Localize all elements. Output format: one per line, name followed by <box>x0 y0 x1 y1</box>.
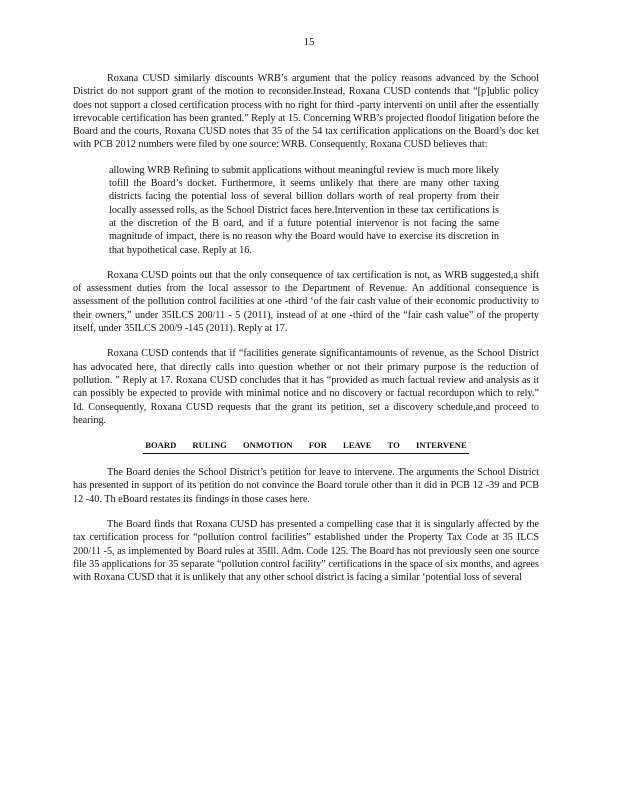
page-body <box>73 72 539 585</box>
block-quote-reply: allowing WRB Refining to submit applications without meaningful review is much more likely tofill the Board’s docket. Furthermore, it seems unlikely that there are many other taxing districts facing the potential loss of several billion dollars worth of real property from their locally assessed rolls, as the School District faces here.Intervention in these tax certifications is at the discretion of the B oard, and if a future potential intervenor is not facing the same magnitude of impact, there is no reason why the Board would have to exercise its discretion in that hypothetical case. Reply at 16. <box>109 164 499 256</box>
paragraph-board-finds-compelling-case: The Board finds that Roxana CUSD has presented a compelling case that it is singularly affected by the tax certification process for “pollution control facilities” established under the Property Tax Code at 35 ILCS 200/11 -5, as implemented by Board rules at 35Ill. Adm. Code 125. The Board has not previously seen one source file 35 applications for 35 separate “pollution control facility” certifications in the space of six months, and agrees with Roxana CUSD that it is unlikely that any other school district is facing a similar ‘potential loss of several <box>73 519 539 584</box>
paragraph-roxana-discounts-argument: Roxana CUSD similarly discounts WRB’s argument that the policy reasons advanced by the School District do not support grant of the motion to reconsider.Instead, Roxana CUSD contends that “[p]ublic policy does not support a closed certification process with no right for third -party interventi on until after the essentially irrevocable certification has been granted.” Reply at 15. Concerning WRB’s projected floodof litigation before the Board and the courts, Roxana CUSD notes that 35 of the 54 tax certification applications on the Board’s doc ket with PCB 2012 numbers were filed by one source: WRB. Consequently, Roxana CUSD believes that: <box>73 73 540 151</box>
paragraph-board-denies-petition: The Board denies the School District’s petition for leave to intervene. The arguments the School District has presented in support of its petition do not convince the Board torule other than it did in PCB 12 -39 and PCB 12 -40. Th eBoard restates its findings in those cases here. <box>73 467 539 505</box>
page-number: 15 <box>303 36 315 48</box>
section-heading-text: BOARD RULING ONMOTION FOR LEAVE TO INTERVENE <box>143 439 469 454</box>
section-heading <box>73 439 539 454</box>
paragraph-roxana-contends-revenue: Roxana CUSD contends that if “facilities generate significantamounts of revenue, as the School District has advocated here, that directly calls into question whether or not their primary purpose is the reduction of pollution. ” Reply at 17. Roxana CUSD concludes that it has “provided as much factual review and analysis as it can possibly be expected to provide with minimal notice and no discovery or factual recordupon which to rely.” Id. Consequently, Roxana CUSD requests that the grant its petition, set a discovery schedule,and proceed to hearing. <box>73 348 539 426</box>
paragraph-consequence-of-certification: Roxana CUSD points out that the only consequence of tax certification is not, as WRB suggested,a shift of assessment duties from the local assessor to the Department of Revenue. An additional consequence is assessment of the pollution control facilities at one -third ‘of the fair cash value of their economic productivity to their owners,” under 35ILCS 200/11 - 5 (2011), instead of at one -third of the “fair cash value” of the property itself, under 35ILCS 200/9 -145 (2011). Reply at 17. <box>73 269 539 335</box>
